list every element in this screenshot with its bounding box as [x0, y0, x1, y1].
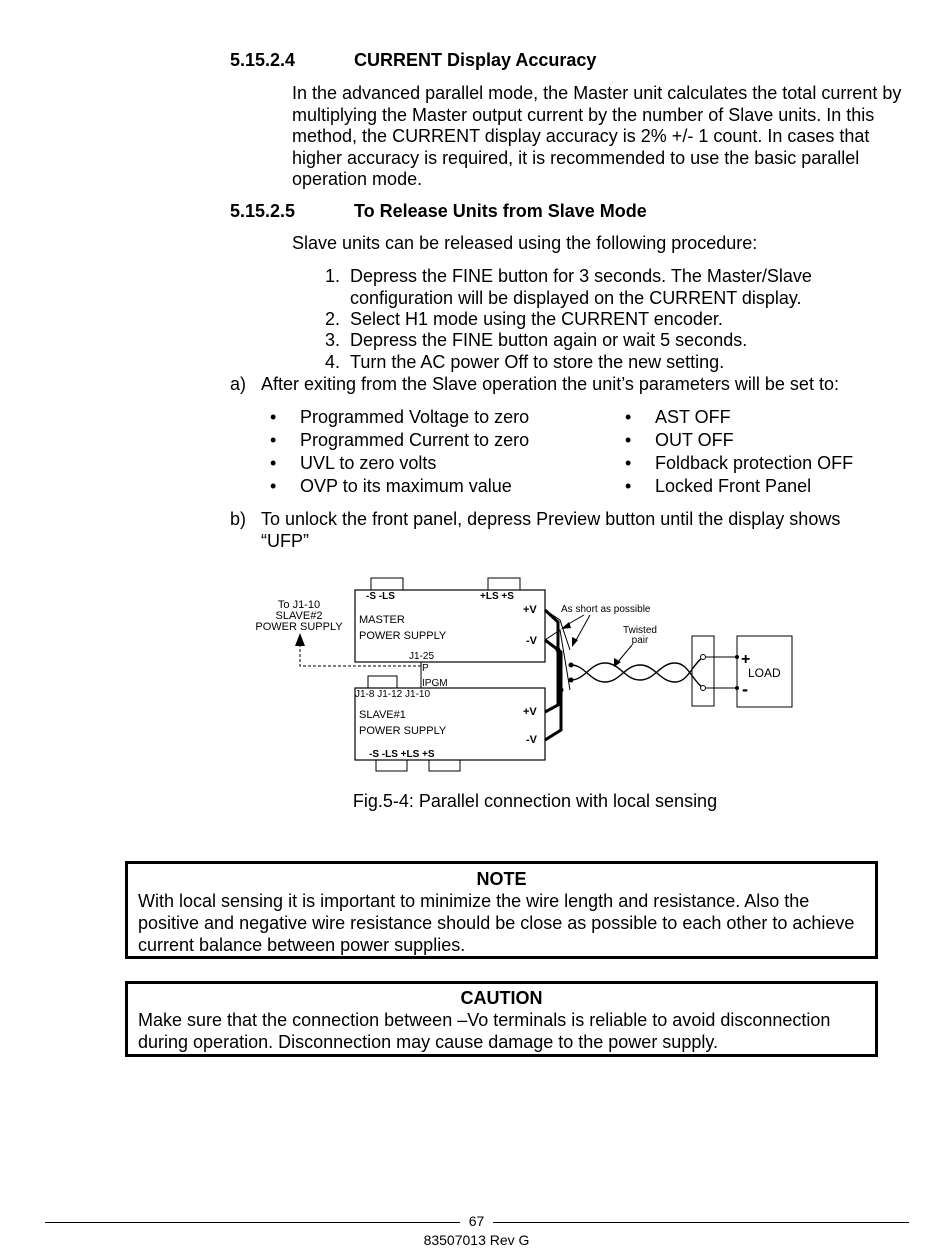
section-number-5-15-2-4: 5.15.2.4 [230, 50, 296, 70]
slave-connector-labels: J1-8 J1-12 J1-10 [355, 689, 431, 700]
bullet-text: OUT OFF [655, 430, 734, 450]
note-box [125, 861, 878, 959]
step-number: 1. [324, 266, 340, 286]
caution-box [125, 981, 878, 1057]
master-sense-bracket-right [488, 578, 520, 590]
step-text: Depress the FINE button for 3 seconds. The Master/Slave configuration will be displayed on the CURRENT display. [350, 266, 812, 308]
to-j1-10-label: To J1-10 [277, 599, 321, 611]
item-b-text: To unlock the front panel, depress Preview button until the display shows “UFP” [261, 509, 841, 551]
paragraph-current-accuracy: In the advanced parallel mode, the Master unit calculates the total current by multiplying the Master output current by the number of Slave units. In this method, the CURRENT display accuracy is 2% +/- 1 count. In cases that higher accuracy is required, it is recommended to use the basic parallel operation mode. [292, 83, 902, 189]
bullet-text: Locked Front Panel [655, 476, 812, 496]
ipgm-label: IPGM [422, 678, 448, 689]
terminal-minus [701, 686, 706, 691]
dashed-link-to-slave2 [300, 645, 421, 666]
item-b-label: b) [230, 509, 247, 529]
terminal-plus [701, 655, 706, 660]
paragraph-release-intro: Slave units can be released using the following procedure: [292, 233, 758, 253]
slave-top-bracket [368, 676, 397, 688]
terminal-block [692, 636, 714, 706]
bullet-text: Programmed Voltage to zero [300, 407, 530, 427]
load-label: LOAD [748, 666, 781, 680]
bullet-icon: • [270, 453, 277, 473]
bullet-text: Programmed Current to zero [300, 430, 530, 450]
item-a-label: a) [230, 374, 247, 394]
step-number: 2. [324, 309, 340, 329]
master-sense-right-label: +LS +S [480, 591, 514, 602]
load-plus-sign: + [741, 651, 751, 668]
master-sense-bracket-left [371, 578, 403, 590]
bullet-icon: • [625, 453, 632, 473]
note-title: NOTE [476, 869, 527, 889]
figure-caption: Fig.5-4: Parallel connection with local sensing [352, 791, 718, 811]
bullet-text: UVL to zero volts [300, 453, 437, 473]
master-title: MASTER [359, 614, 405, 626]
master-j1-25-label: J1-25 [409, 651, 435, 662]
bullet-icon: • [270, 407, 277, 427]
section-title-current-display-accuracy: CURRENT Display Accuracy [354, 50, 597, 70]
slave-pos-terminal-label: +V [523, 706, 537, 718]
section-number-5-15-2-5: 5.15.2.5 [230, 201, 296, 221]
step-text: Turn the AC power Off to store the new setting. [350, 352, 725, 372]
slave-sense-bracket-left [376, 760, 407, 771]
bullet-icon: • [625, 407, 632, 427]
document-id: 83507013 Rev G [423, 1232, 530, 1248]
slave-sense-bracket-right [429, 760, 460, 771]
bullet-icon: • [625, 476, 632, 496]
bullet-icon: • [270, 476, 277, 496]
pair-label: pair [631, 635, 649, 646]
caution-title: CAUTION [460, 988, 543, 1008]
bullet-text: AST OFF [655, 407, 731, 427]
footer-rule-right [493, 1222, 909, 1223]
bullet-text: Foldback protection OFF [655, 453, 854, 473]
bullet-icon: • [625, 430, 632, 450]
step-number: 3. [324, 330, 340, 350]
twisted-pointer-line [617, 645, 632, 663]
slave-sense-labels: -S -LS +LS +S [369, 749, 435, 760]
twisted-label: Twisted [623, 625, 657, 636]
footer-rule-left [45, 1222, 460, 1223]
as-short-as-possible-label: As short as possible [561, 604, 651, 615]
positive-bus-wire [545, 610, 558, 712]
to-slave2-label: SLAVE#2 [275, 610, 323, 622]
to-power-supply-label: POWER SUPPLY [255, 621, 343, 633]
section-title-release-slave: To Release Units from Slave Mode [354, 201, 647, 221]
master-neg-terminal-label: -V [526, 635, 537, 647]
p-label: P [422, 663, 429, 674]
slave-subtitle: POWER SUPPLY [359, 725, 447, 737]
caution-text: Make sure that the connection between –Vo terminals is reliable to avoid disconnection during operation. Disconnection may cause damage to the power supply. [138, 1010, 831, 1052]
slave-neg-terminal-label: -V [526, 734, 537, 746]
bullet-text: OVP to its maximum value [300, 476, 512, 496]
master-subtitle: POWER SUPPLY [359, 630, 447, 642]
page-number: 67 [468, 1213, 485, 1229]
bullet-icon: • [270, 430, 277, 450]
step-text: Depress the FINE button again or wait 5 seconds. [350, 330, 748, 350]
note-text: With local sensing it is important to minimize the wire length and resistance. Also the positive and negative wire resistance should be close as possible to each other to achieve current balance between power supplies. [138, 891, 855, 955]
junction-dot [559, 688, 564, 693]
step-number: 4. [324, 352, 340, 372]
master-sense-left-label: -S -LS [366, 591, 395, 602]
up-arrow-icon [295, 633, 305, 646]
load-minus-sign: - [742, 679, 748, 699]
step-text: Select H1 mode using the CURRENT encoder. [350, 309, 723, 329]
slave-title: SLAVE#1 [359, 709, 406, 721]
master-pos-terminal-label: +V [523, 604, 537, 616]
junction-dot [556, 648, 561, 653]
item-a-text: After exiting from the Slave operation the unit’s parameters will be set to: [261, 374, 839, 394]
